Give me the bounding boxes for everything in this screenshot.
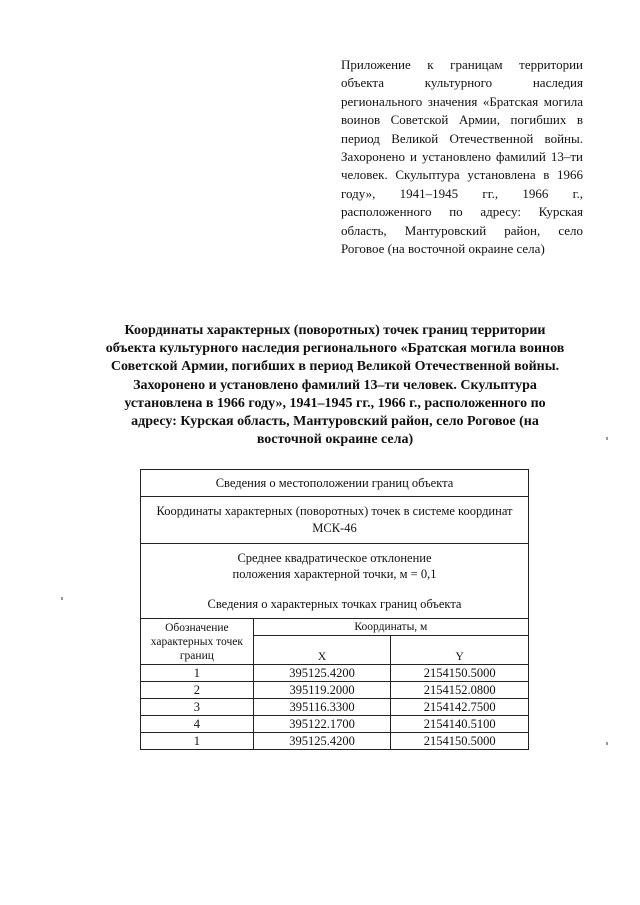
coord-system-cell: Координаты характерных (поворотных) точек в системе координат МСК-46 bbox=[141, 497, 529, 544]
scan-artifact bbox=[606, 742, 608, 745]
deviation-line-2: положения характерной точки, м = 0,1 bbox=[232, 567, 437, 581]
deviation-line-1: Среднее квадратическое отклонение bbox=[237, 551, 432, 565]
x-cell: 395125.4200 bbox=[253, 665, 391, 682]
x-cell: 395125.4200 bbox=[253, 733, 391, 750]
document-title: Координаты характерных (поворотных) точек границ территории объекта культурного наследия регионального «Братская могила воинов Советской Армии, погибших в период Великой Отечественной войны. Захоронено и установлено фамилий 13–ти человек. Скульптура установлена в 1966 году», 1941–1945 гг., 1966 г., расположенного по адресу: Курская область, Мантуровский район, село Роговое (на восточной окраине села) bbox=[105, 323, 565, 448]
point-cell: 3 bbox=[141, 699, 254, 716]
y-cell: 2154142.7500 bbox=[391, 699, 529, 716]
scan-artifact bbox=[606, 437, 608, 440]
table-row bbox=[141, 699, 529, 716]
y-cell: 2154152.0800 bbox=[391, 682, 529, 699]
x-cell: 395122.1700 bbox=[253, 716, 391, 733]
point-cell: 2 bbox=[141, 682, 254, 699]
table-row bbox=[141, 733, 529, 750]
point-cell: 1 bbox=[141, 665, 254, 682]
col-header-designation: Обозначение характерных точек границ bbox=[141, 619, 254, 665]
y-cell: 2154150.5000 bbox=[391, 665, 529, 682]
scan-artifact bbox=[61, 597, 63, 600]
point-cell: 1 bbox=[141, 733, 254, 750]
x-cell: 395116.3300 bbox=[253, 699, 391, 716]
points-info-line: Сведения о характерных точках границ объекта bbox=[207, 597, 462, 611]
deviation-cell bbox=[141, 544, 529, 619]
point-cell: 4 bbox=[141, 716, 254, 733]
coordinates-table bbox=[140, 469, 529, 750]
table-row bbox=[141, 716, 529, 733]
x-cell: 395119.2000 bbox=[253, 682, 391, 699]
appendix-note: Приложение к границам территории объекта культурного наследия регионального значения «Братская могила воинов Советской Армии, погибших в период Великой Отечественной войны. Захоронено и установлено фамилий 13–ти человек. Скульптура установлена в 1966 году», 1941–1945 гг., 1966 г., расположенного по адресу: Курская область, Мантуровский район, село Роговое (на восточной окраине села) bbox=[341, 57, 583, 257]
col-header-coordinates: Координаты, м bbox=[253, 619, 528, 636]
col-header-x: X bbox=[253, 636, 391, 665]
section-title-cell: Сведения о местоположении границ объекта bbox=[141, 470, 529, 497]
table-row bbox=[141, 682, 529, 699]
table-row bbox=[141, 665, 529, 682]
col-header-y: Y bbox=[391, 636, 529, 665]
y-cell: 2154150.5000 bbox=[391, 733, 529, 750]
y-cell: 2154140.5100 bbox=[391, 716, 529, 733]
